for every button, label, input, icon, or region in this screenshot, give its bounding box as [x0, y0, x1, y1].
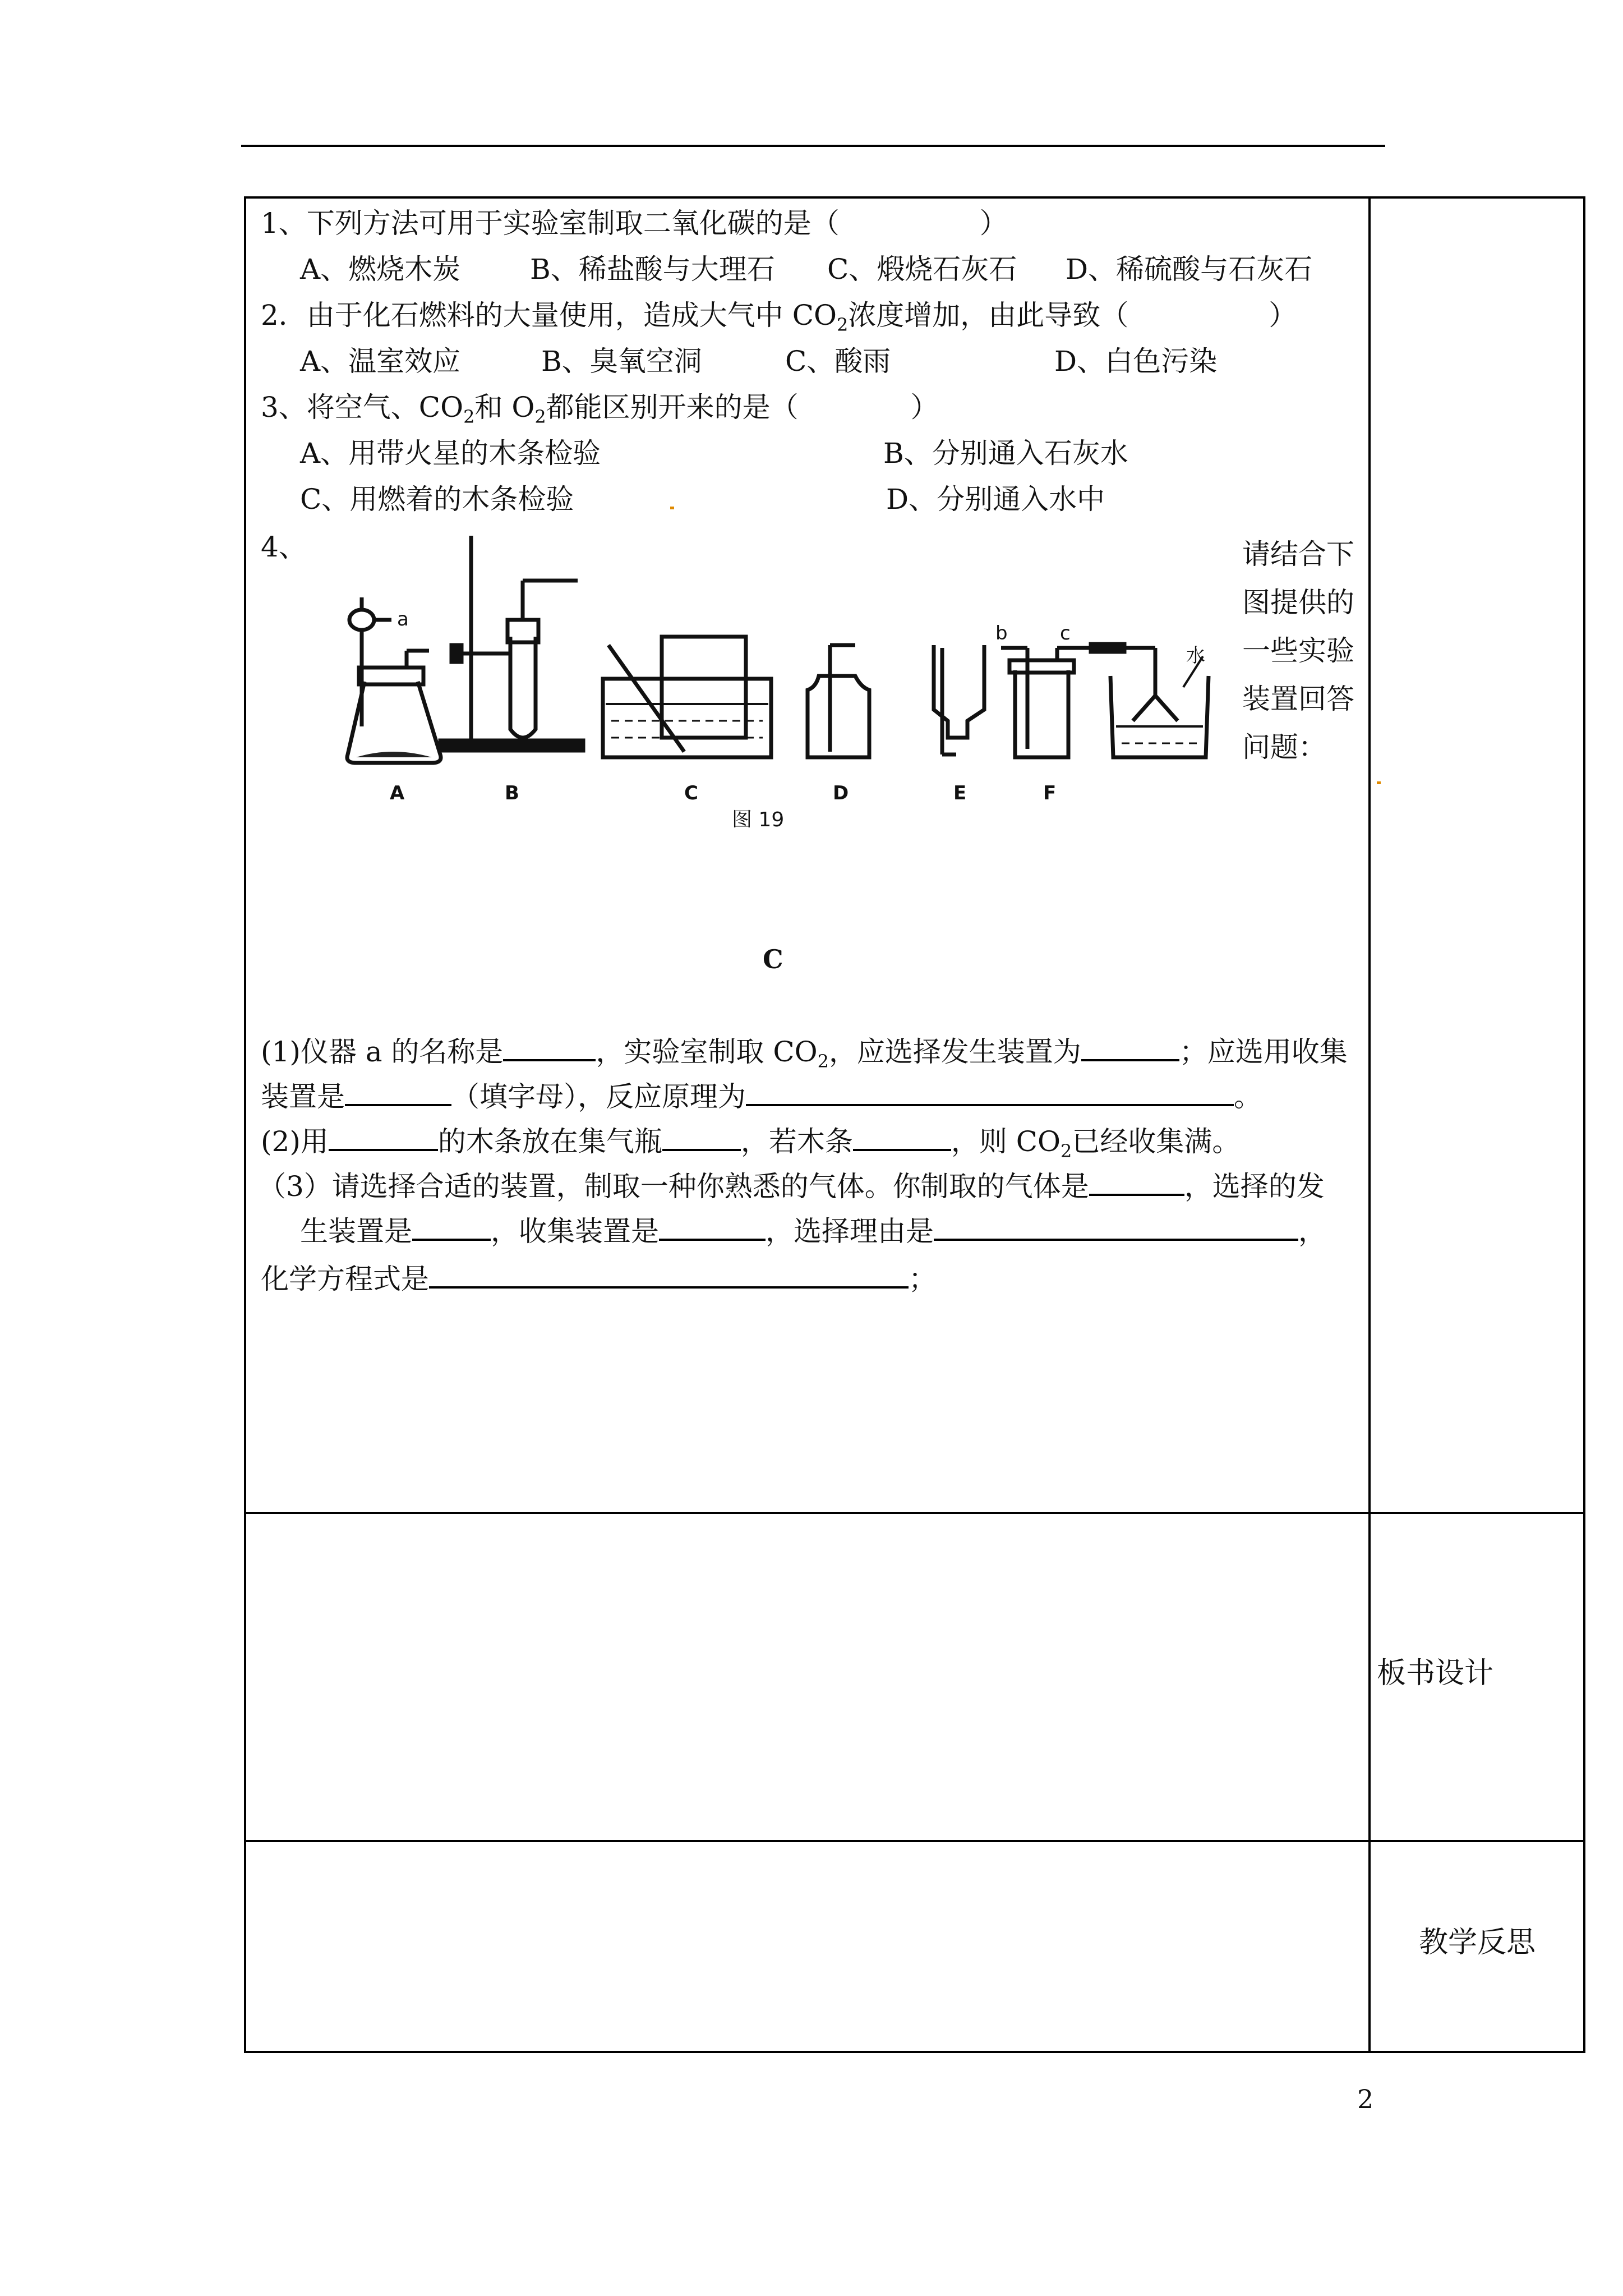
answer-blank[interactable]	[746, 1077, 1234, 1106]
answer-blank[interactable]	[659, 1212, 766, 1241]
answer-blank[interactable]	[662, 1122, 741, 1151]
answer-blank[interactable]	[853, 1122, 951, 1151]
apparatus-c-trough	[603, 637, 771, 757]
apparatus-label-small-c: c	[1060, 622, 1071, 645]
apparatus-d-bottle	[808, 645, 869, 757]
header-rule	[241, 145, 1385, 147]
q2-stem: 2．由于化石燃料的大量使用，造成大气中 $CO_2$浓度增加，由此导致（ ）	[261, 299, 1297, 335]
lab-apparatus-figure	[314, 536, 1368, 827]
q4-side-line: 问题：	[1242, 731, 1326, 763]
q1-stem: 1、下列方法可用于实验室制取二氧化碳的是（ ）	[261, 207, 1008, 240]
apparatus-f-bottle	[1001, 644, 1209, 757]
q4-part1-line2: 装置是 （填字母），反应原理为 。	[261, 1077, 1262, 1114]
board-design-label: 板书设计	[1377, 1657, 1494, 1690]
apparatus-b-stand	[440, 536, 583, 751]
q4-part3-line3: 化学方程式是 ；	[261, 1259, 937, 1296]
table-column-divider	[1368, 196, 1371, 2053]
answer-blank[interactable]	[1089, 1167, 1184, 1196]
q3-option-b: B、分别通入石灰水	[883, 437, 1128, 470]
answer-blank[interactable]	[429, 1259, 909, 1289]
q3-stem: 3、将空气、$CO_2$和 $O_2$都能区别开来的是（ ）	[261, 391, 939, 427]
center-letter: C	[763, 944, 783, 974]
apparatus-label-a: A	[390, 782, 405, 804]
q1-option-d: D、稀硫酸与石灰石	[1066, 253, 1313, 286]
q4-part3-line1: （3）请选择合适的装置，制取一种你熟悉的气体。你制取的气体是 ，选择的发	[258, 1167, 1325, 1203]
table-row-divider-1	[244, 1512, 1585, 1514]
apparatus-a-flask	[347, 597, 441, 763]
figure-caption: 图 19	[732, 808, 785, 827]
q1-option-b: B、稀盐酸与大理石	[530, 253, 775, 286]
q3-option-c: C、用燃着的木条检验	[300, 483, 574, 516]
apparatus-e-bottle	[934, 645, 984, 754]
q3-option-a: A、用带火星的木条检验	[300, 437, 601, 470]
apparatus-label-c: C	[684, 782, 698, 804]
q4-side-line: 装置回答	[1242, 683, 1354, 715]
apparatus-label-water: 水	[1186, 645, 1205, 667]
answer-blank[interactable]	[329, 1122, 438, 1151]
q2-option-d: D、白色污染	[1054, 345, 1218, 378]
apparatus-label-d: D	[833, 782, 849, 804]
apparatus-label-b: B	[505, 782, 519, 804]
q4-part2: (2)用 的木条放在集气瓶 ，若木条 ，则 $CO_2$已经收集满。	[261, 1122, 1240, 1168]
answer-blank[interactable]	[412, 1212, 491, 1241]
q2-option-b: B、臭氧空洞	[541, 345, 702, 378]
answer-blank[interactable]	[345, 1077, 451, 1106]
answer-blank[interactable]	[1081, 1032, 1179, 1061]
q4-part3-line2: 生装置是 ，收集装置是 ，选择理由是 ，	[300, 1212, 1326, 1248]
teaching-reflection-label: 教学反思	[1419, 1926, 1536, 1959]
stray-mark	[670, 507, 674, 509]
q4-part1-line1: (1)仪器 a 的名称是 ，实验室制取 $CO_2$，应选择发生装置为 ；应选用收集	[261, 1032, 1348, 1078]
q4-side-line: 一些实验	[1242, 634, 1354, 667]
apparatus-label-f: F	[1043, 782, 1057, 804]
answer-blank[interactable]	[934, 1212, 1298, 1241]
q3-option-d: D、分别通入水中	[886, 483, 1105, 516]
answer-blank[interactable]	[503, 1032, 596, 1061]
page-number: 2	[1357, 2084, 1374, 2114]
q2-option-a: A、温室效应	[300, 345, 461, 378]
table-row-divider-2	[244, 1840, 1585, 1842]
q1-option-c: C、煅烧石灰石	[827, 253, 1017, 286]
apparatus-label-small-b: b	[995, 622, 1008, 645]
q4-side-line: 请结合下	[1242, 538, 1354, 570]
apparatus-label-small-a: a	[397, 608, 409, 631]
stray-mark	[1377, 781, 1381, 784]
q4-side-line: 图提供的	[1242, 586, 1354, 619]
q2-option-c: C、酸雨	[785, 345, 891, 378]
q4-number: 4、	[261, 531, 307, 563]
q1-option-a: A、燃烧木炭	[300, 253, 461, 286]
apparatus-label-e: E	[953, 782, 967, 804]
